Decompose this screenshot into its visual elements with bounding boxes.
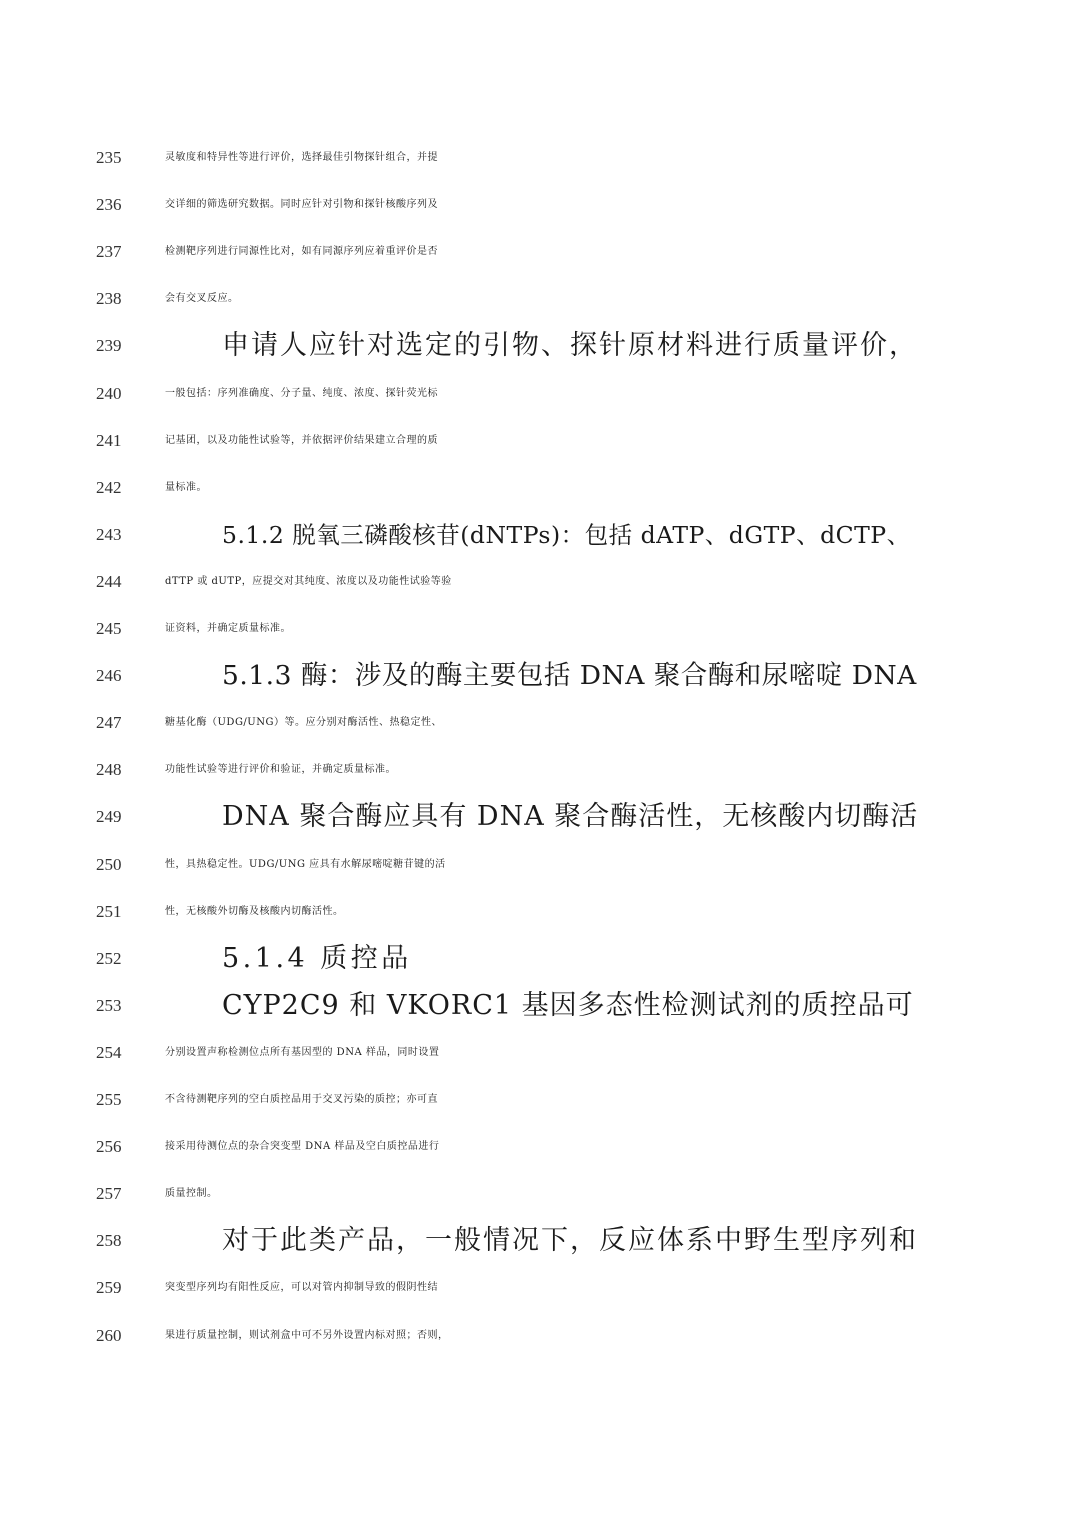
line-number: 251 (96, 901, 122, 921)
line-text: 分别设置声称检测位点所有基因型的 DNA 样品，同时设置 (165, 1046, 440, 1058)
document-line (0, 374, 1080, 422)
line-number: 258 (96, 1231, 122, 1251)
line-number: 242 (96, 477, 122, 497)
document-line (0, 986, 1080, 1034)
line-number: 257 (96, 1184, 122, 1204)
line-text: dTTP 或 dUTP，应提交对其纯度、浓度以及功能性试验等验 (165, 575, 452, 587)
line-number: 259 (96, 1278, 122, 1298)
line-number: 235 (96, 148, 122, 167)
line-number: 241 (96, 430, 122, 450)
document-line (0, 892, 1080, 940)
line-number: 254 (96, 1042, 122, 1062)
line-text: 性，无核酸外切酶及核酸内切酶活性。 (165, 905, 344, 917)
document-line (0, 279, 1080, 327)
line-number: 250 (96, 854, 122, 874)
line-text: DNA 聚合酶应具有 DNA 聚合酶活性，无核酸内切酶活 (222, 801, 919, 833)
document-line (0, 468, 1080, 516)
document-line (0, 609, 1080, 657)
line-text: 5.1.2 脱氧三磷酸核苷(dNTPs)：包括 dATP、dGTP、dCTP、 (222, 520, 911, 549)
line-text: 接采用待测位点的杂合突变型 DNA 样品及空白质控品进行 (165, 1141, 440, 1153)
document-line (0, 845, 1080, 893)
document-line (0, 703, 1080, 751)
document-line (0, 797, 1080, 845)
document-line (0, 1316, 1080, 1364)
line-number: 247 (96, 713, 122, 733)
document-line (0, 1033, 1080, 1081)
document-line (0, 1221, 1080, 1269)
document-line (0, 1174, 1080, 1222)
line-number: 240 (96, 383, 122, 403)
line-text: CYP2C9 和 VKORC1 基因多态性检测试剂的质控品可 (222, 989, 914, 1021)
line-text: 会有交叉反应。 (165, 293, 239, 305)
line-text: 证资料，并确定质量标准。 (165, 623, 291, 634)
line-number: 249 (96, 807, 122, 827)
document-line (0, 750, 1080, 798)
line-text: 交详细的筛选研究数据。同时应针对引物和探针核酸序列及 (165, 199, 438, 211)
line-text: 5.1.3 酶：涉及的酶主要包括 DNA 聚合酶和尿嘧啶 DNA (222, 660, 917, 692)
document-line (0, 232, 1080, 280)
document-line (0, 185, 1080, 233)
line-text: 5.1.4 质控品 (222, 942, 412, 974)
line-text: 糖基化酶（UDG/UNG）等。应分别对酶活性、热稳定性、 (165, 717, 442, 729)
line-number: 252 (96, 948, 122, 968)
line-text: 一般包括：序列准确度、分子量、纯度、浓度、探针荧光标 (165, 387, 438, 399)
line-number: 245 (96, 619, 122, 638)
line-text: 不含待测靶序列的空白质控品用于交叉污染的质控；亦可直 (165, 1094, 438, 1105)
document-line (0, 1127, 1080, 1175)
line-number: 253 (96, 995, 122, 1015)
line-text: 申请人应针对选定的引物、探针原材料进行质量评价， (222, 330, 918, 362)
document-line (0, 1080, 1080, 1128)
document-line (0, 421, 1080, 469)
line-text: 果进行质量控制，则试剂盒中可不另外设置内标对照；否则， (165, 1329, 449, 1341)
line-text: 功能性试验等进行评价和验证，并确定质量标准。 (165, 764, 396, 776)
line-number: 238 (96, 289, 122, 309)
document-line (0, 515, 1080, 563)
line-number: 256 (96, 1137, 122, 1157)
line-text: 突变型序列均有阳性反应，可以对管内抑制导致的假阴性结 (165, 1282, 438, 1294)
line-text: 质量控制。 (165, 1188, 218, 1200)
line-text: 量标准。 (165, 481, 207, 493)
line-text: 检测靶序列进行同源性比对，如有同源序列应着重评价是否 (165, 246, 438, 258)
line-number: 260 (96, 1325, 122, 1345)
line-number: 239 (96, 336, 122, 356)
line-text: 对于此类产品，一般情况下，反应体系中野生型序列和 (222, 1225, 918, 1257)
line-text: 性，具热稳定性。UDG/UNG 应具有水解尿嘧啶糖苷键的活 (165, 858, 446, 870)
document-line (0, 326, 1080, 374)
line-number: 244 (96, 571, 122, 591)
line-number: 237 (96, 242, 122, 262)
line-text: 记基团，以及功能性试验等，并依据评价结果建立合理的质 (165, 434, 438, 446)
document-line (0, 138, 1080, 186)
line-number: 246 (96, 666, 122, 686)
line-number: 255 (96, 1090, 122, 1109)
line-number: 248 (96, 760, 122, 780)
line-number: 236 (96, 195, 122, 215)
line-number: 243 (96, 524, 122, 544)
document-line (0, 1268, 1080, 1316)
line-text: 灵敏度和特异性等进行评价，选择最佳引物探针组合，并提 (165, 152, 438, 163)
document-line (0, 656, 1080, 704)
document-line (0, 939, 1080, 987)
document-line (0, 562, 1080, 610)
